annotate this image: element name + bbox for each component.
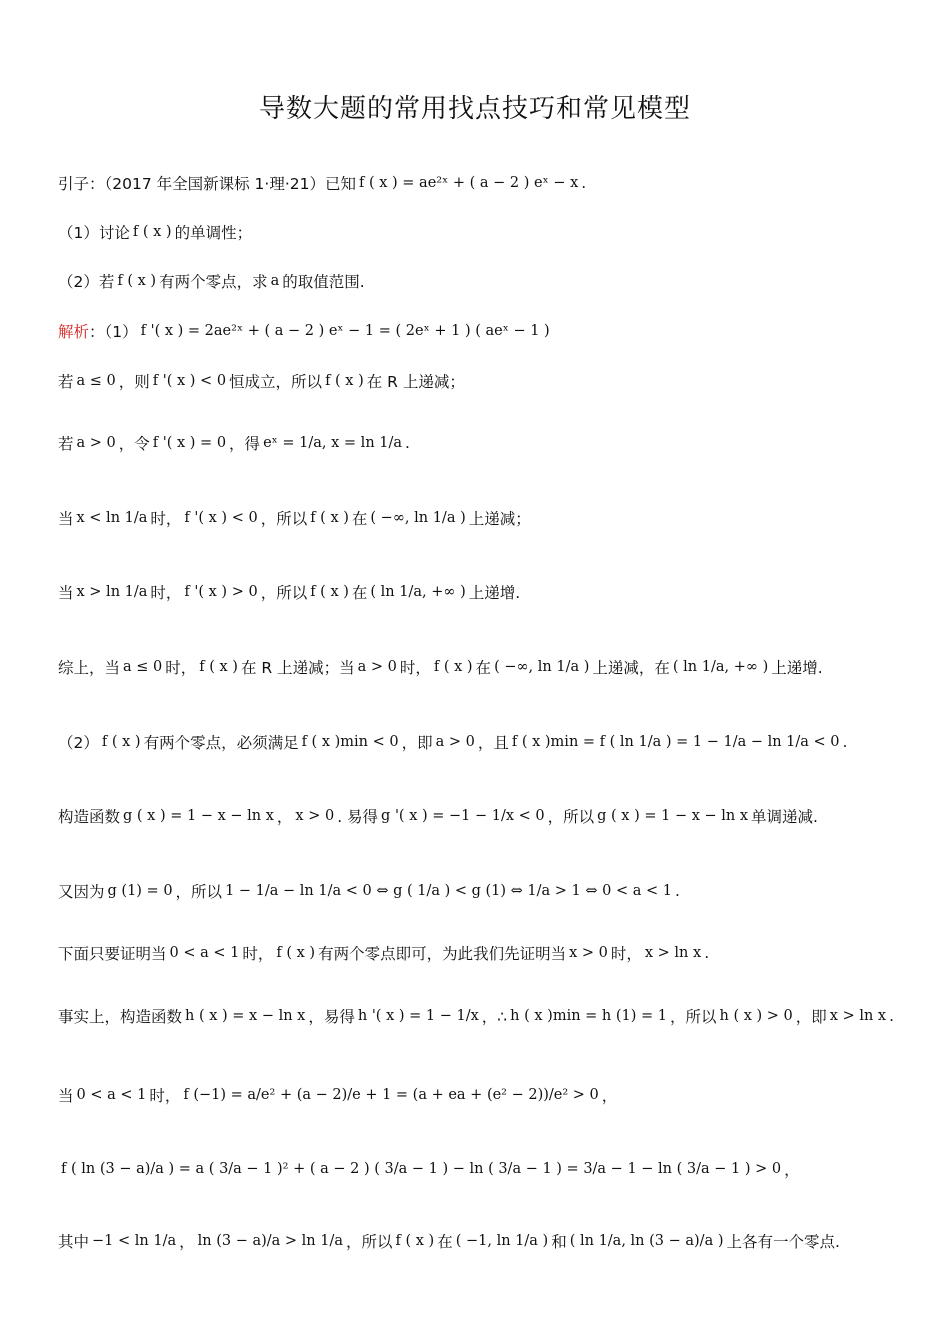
math-expression: x > 0 <box>295 808 335 824</box>
text-run: （2） <box>58 734 99 752</box>
text-run: 有两个零点即可，为此我们先证明当 <box>318 945 567 963</box>
math-expression: f ( x ) <box>117 273 157 289</box>
text-run: 时， <box>242 945 274 963</box>
text-run: . <box>674 882 680 900</box>
text-run: 综上，当 <box>58 659 121 677</box>
math-expression: 1 − 1/a − ln 1/a < 0 ⇔ g ( 1/a ) < g (1) ⇔ 1/a > 1 ⇔ 0 < a < 1 <box>225 883 672 899</box>
math-expression: x < ln 1/a <box>76 510 148 526</box>
text-run: ， <box>276 808 293 826</box>
text-line <box>58 1156 800 1182</box>
math-expression: a <box>270 273 280 289</box>
text-run: 若 <box>58 435 74 453</box>
text-line <box>58 430 410 456</box>
text-line <box>58 268 365 294</box>
text-run: 解析 <box>58 323 90 341</box>
math-expression: a > 0 <box>357 659 397 675</box>
math-expression: f ( x ) <box>101 734 141 750</box>
text-run: 引子：（2017 年全国新课标 1·理·21）已知 <box>58 175 356 193</box>
math-expression: 0 < a < 1 <box>76 1087 147 1103</box>
math-expression: ( ln 1/a, +∞ ) <box>672 659 769 675</box>
text-run: 上递增. <box>468 584 521 602</box>
text-run: 又因为 <box>58 883 105 901</box>
math-expression: ( ln 1/a, ln (3 − a)/a ) <box>569 1233 724 1249</box>
text-run: . <box>581 174 587 192</box>
math-expression: f ( x ) <box>199 659 238 675</box>
text-line <box>58 219 252 245</box>
text-run: 在 <box>437 1233 453 1251</box>
text-line <box>58 1082 617 1108</box>
math-expression: g ( x ) = 1 − x − ln x <box>123 808 274 824</box>
text-run: （2）若 <box>58 273 115 291</box>
math-expression: f ( x ) <box>132 224 172 240</box>
text-run: ，即 <box>795 1008 827 1026</box>
text-run: 当 <box>58 1087 74 1105</box>
text-run: （1）讨论 <box>58 224 130 242</box>
document-title: 导数大题的常用找点技巧和常见模型 <box>258 94 691 124</box>
math-expression: ( −1, ln 1/a ) <box>455 1233 549 1249</box>
math-expression: h ( x )min = h (1) = 1 <box>510 1008 667 1024</box>
math-expression: f ( x ) = ae²ˣ + ( a − 2 ) eˣ − x <box>359 175 579 191</box>
text-run: . <box>889 1007 895 1025</box>
math-expression: h '( x ) = 1 − 1/x <box>357 1008 479 1024</box>
text-line <box>58 878 680 904</box>
text-run: 和 <box>551 1233 567 1251</box>
math-expression: f ( x ) <box>310 584 349 600</box>
math-expression: −1 < ln 1/a <box>92 1233 177 1249</box>
text-line <box>58 368 465 394</box>
text-run: . <box>405 434 410 452</box>
math-expression: a > 0 <box>76 435 116 451</box>
math-expression: g ( x ) = 1 − x − ln x <box>597 808 749 824</box>
math-expression: ( −∞, ln 1/a ) <box>370 510 466 526</box>
text-run: ，则 <box>118 373 150 391</box>
text-line <box>58 1228 840 1254</box>
text-run: 在 <box>475 659 492 677</box>
math-expression: x > ln x <box>644 945 702 961</box>
math-expression: a > 0 <box>435 734 475 750</box>
text-run: 若 <box>58 373 74 391</box>
text-run: 当 <box>58 510 74 528</box>
text-run: 时， <box>610 945 642 963</box>
text-run: 当 <box>58 584 74 602</box>
text-run: ， <box>179 1233 195 1251</box>
math-expression: f '( x ) < 0 <box>184 510 258 526</box>
math-expression: x > ln x <box>829 1008 887 1024</box>
text-run: ，所以 <box>670 1008 717 1026</box>
text-run: ，且 <box>477 734 509 752</box>
math-expression: ln (3 − a)/a > ln 1/a <box>197 1233 344 1249</box>
text-run: ：（1） <box>89 323 138 341</box>
text-run: 时， <box>399 659 431 677</box>
text-run: 恒成立，所以 <box>229 373 323 391</box>
text-run: 在 R 上递减；当 <box>240 659 355 677</box>
text-line <box>58 1003 894 1029</box>
math-expression: f ( x ) <box>310 510 349 526</box>
text-run: ，得 <box>229 435 261 453</box>
text-line <box>58 729 847 755</box>
math-expression: f '( x ) < 0 <box>152 373 227 389</box>
math-expression: x > ln 1/a <box>76 584 148 600</box>
text-run: 其中 <box>58 1233 90 1251</box>
text-run: 在 <box>351 584 368 602</box>
math-expression: a ≤ 0 <box>123 659 163 675</box>
math-expression: f ( x )min < 0 <box>301 734 399 750</box>
text-run: ，所以 <box>260 510 308 528</box>
math-expression: f '( x ) = 2ae²ˣ + ( a − 2 ) eˣ − 1 = ( 2eˣ + 1 ) ( aeˣ − 1 ) <box>140 323 550 339</box>
math-expression: ( ln 1/a, +∞ ) <box>370 584 466 600</box>
math-expression: g '( x ) = −1 − 1/x < 0 <box>381 808 545 824</box>
text-run: . 易得 <box>337 808 379 826</box>
math-expression: f ( x )min = f ( ln 1/a ) = 1 − 1/a − ln 1/a < 0 <box>511 734 840 750</box>
math-expression: a ≤ 0 <box>76 373 116 389</box>
text-line <box>58 170 586 196</box>
text-run: 上递减； <box>468 510 531 528</box>
math-expression: f ( x ) <box>325 373 364 389</box>
text-run: 有两个零点，必须满足 <box>143 734 299 752</box>
text-run: ， <box>784 1161 800 1179</box>
text-run: 的单调性； <box>174 224 253 242</box>
text-run: 上各有一个零点. <box>726 1233 840 1251</box>
math-expression: f '( x ) > 0 <box>184 584 258 600</box>
text-run: 单调递减. <box>751 808 818 826</box>
text-line <box>58 579 520 605</box>
math-expression: f ( ln (3 − a)/a ) = a ( 3/a − 1 )² + ( a − 2 ) ( 3/a − 1 ) − ln ( 3/a − 1 ) = 3/a − 1 − ln ( 3/a − 1 ) > 0 <box>61 1161 782 1177</box>
text-run: 时， <box>150 510 182 528</box>
text-run: 的取值范围. <box>282 273 365 291</box>
text-line <box>58 803 818 829</box>
text-run: 时， <box>150 584 182 602</box>
text-run: ，即 <box>401 734 433 752</box>
text-run: ，所以 <box>175 883 223 901</box>
math-expression: f (−1) = a/e² + (a − 2)/e + 1 = (a + ea + (e² − 2))/e² > 0 <box>183 1087 599 1103</box>
text-run: 上递增. <box>771 659 823 677</box>
text-run: ，所以 <box>547 808 595 826</box>
math-expression: f ( x ) <box>433 659 473 675</box>
math-expression: eˣ = 1/a, x = ln 1/a <box>263 435 403 451</box>
text-line <box>58 505 531 531</box>
text-line <box>58 318 553 344</box>
text-run: . <box>704 944 710 962</box>
text-run: 在 <box>351 510 368 528</box>
text-run: 时， <box>165 659 197 677</box>
text-run: 下面只要证明当 <box>58 945 167 963</box>
math-expression: ( −∞, ln 1/a ) <box>494 659 590 675</box>
text-run: 时， <box>149 1087 181 1105</box>
text-run: 有两个零点，求 <box>159 273 268 291</box>
text-run: 事实上，构造函数 <box>58 1008 183 1026</box>
text-run: ，所以 <box>346 1233 393 1251</box>
math-expression: h ( x ) > 0 <box>719 1008 793 1024</box>
text-run: 在 R 上递减； <box>366 373 465 391</box>
text-run: 上递减，在 <box>592 659 670 677</box>
math-expression: f ( x ) <box>276 945 316 961</box>
text-run: . <box>842 733 848 751</box>
math-expression: g (1) = 0 <box>107 883 173 899</box>
text-run: ，易得 <box>308 1008 355 1026</box>
math-expression: h ( x ) = x − ln x <box>185 1008 306 1024</box>
text-line <box>58 654 823 680</box>
text-run: ，∴ <box>481 1008 508 1026</box>
text-run: ， <box>601 1087 618 1105</box>
math-expression: x > 0 <box>569 945 608 961</box>
math-expression: 0 < a < 1 <box>169 945 240 961</box>
text-line <box>58 940 709 966</box>
text-run: ，所以 <box>260 584 308 602</box>
text-run: 构造函数 <box>58 808 121 826</box>
text-run: ，令 <box>118 435 150 453</box>
math-expression: f '( x ) = 0 <box>152 435 227 451</box>
math-expression: f ( x ) <box>395 1233 435 1249</box>
